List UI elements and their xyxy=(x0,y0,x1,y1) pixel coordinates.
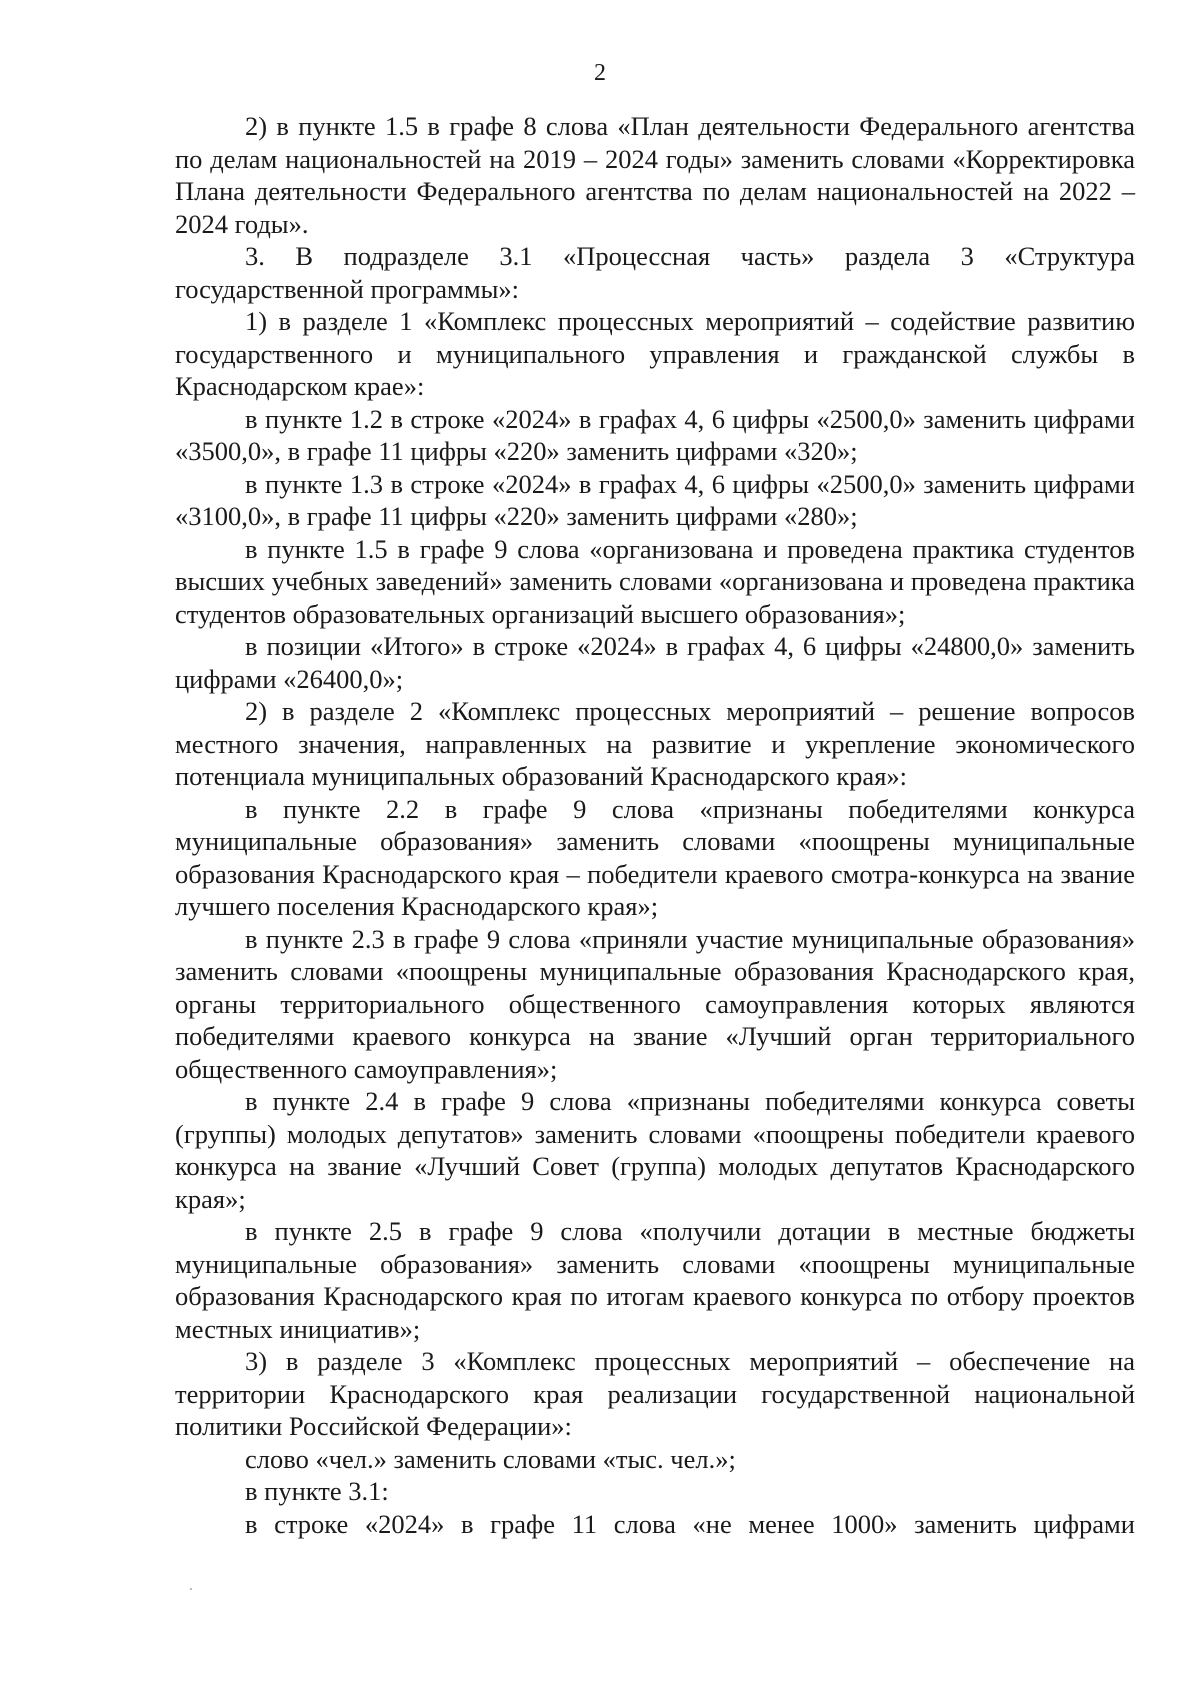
scan-artifact xyxy=(190,1588,192,1590)
paragraph-section-1: 1) в разделе 1 «Комплекс процессных мероприятий – содействие развитию государственного и муниципального управления и гражданской службы в Краснодарском крае»: xyxy=(175,306,1135,401)
page-number: 2 xyxy=(594,60,606,86)
paragraph-item-2-4: в пункте 2.4 в графе 9 слова «признаны победителями конкурса советы (группы) молодых депутатов» заменить словами «поощрены победители краевого конкурса на звание «Лучший Совет (группа) молодых депутатов Краснодарского края»; xyxy=(175,1086,1135,1214)
paragraph-item-1-5: в пункте 1.5 в графе 9 слова «организована и проведена практика студентов высших учебных заведений» заменить словами «организована и проведена практика студентов образовательных организаций высшего образования»; xyxy=(175,533,1135,629)
paragraph-subsection-3-1: 3. В подразделе 3.1 «Процессная часть» раздела 3 «Структура государственной программы»: xyxy=(175,241,1135,304)
paragraph-item-1-2: в пункте 1.2 в строке «2024» в графах 4, 6 цифры «2500,0» заменить цифрами «3500,0», в графе 11 цифры «220» заменить цифрами «320»; xyxy=(175,403,1135,466)
paragraph-total: в позиции «Итого» в строке «2024» в графах 4, 6 цифры «24800,0» заменить цифрами «26400,0»; xyxy=(175,631,1135,694)
paragraph-item-1-5-change: 2) в пункте 1.5 в графе 8 слова «План деятельности Федерального агентства по делам национальностей на 2019 – 2024 годы» заменить словами «Корректировка Плана деятельности Федерального агентства по делам национальностей на 2022 – 2024 годы». xyxy=(175,111,1135,239)
paragraph-item-2-3: в пункте 2.3 в графе 9 слова «приняли участие муниципальные образования» заменить словами «поощрены муниципальные образования Краснодарского края, органы территориального общественного самоуправления которых являются победителями краевого конкурса на звание «Лучший орган территориального общественного самоуправления»; xyxy=(175,923,1135,1084)
paragraph-item-1-3: в пункте 1.3 в строке «2024» в графах 4, 6 цифры «2500,0» заменить цифрами «3100,0», в графе 11 цифры «220» заменить цифрами «280»; xyxy=(175,468,1135,531)
paragraph-item-2-5: в пункте 2.5 в графе 9 слова «получили дотации в местные бюджеты муниципальные образования» заменить словами «поощрены муниципальные образования Краснодарского края по итогам краевого конкурса по отбору проектов местных инициатив»; xyxy=(175,1216,1135,1344)
paragraph-row-2024: в строке «2024» в графе 11 слова «не менее 1000» заменить цифрами xyxy=(245,1508,1135,1539)
paragraph-item-3-1: в пункте 3.1: xyxy=(245,1476,389,1506)
paragraph-section-2: 2) в разделе 2 «Комплекс процессных мероприятий – решение вопросов местного значения, направленных на развитие и укрепление экономического потенциала муниципальных образований Краснодарского края»: xyxy=(175,696,1135,791)
paragraph-item-2-2: в пункте 2.2 в графе 9 слова «признаны победителями конкурса муниципальные образования» заменить словами «поощрены муниципальные образования Краснодарского края – победители краевого смотра-конкурса на звание лучшего поселения Краснодарского края»; xyxy=(175,793,1135,921)
paragraph-section-3: 3) в разделе 3 «Комплекс процессных мероприятий – обеспечение на территории Краснодарского края реализации государственной национальной политики Российской Федерации»: xyxy=(175,1346,1135,1441)
document-body xyxy=(175,110,1135,1540)
paragraph-word-replace: слово «чел.» заменить словами «тыс. чел.»; xyxy=(245,1443,736,1474)
